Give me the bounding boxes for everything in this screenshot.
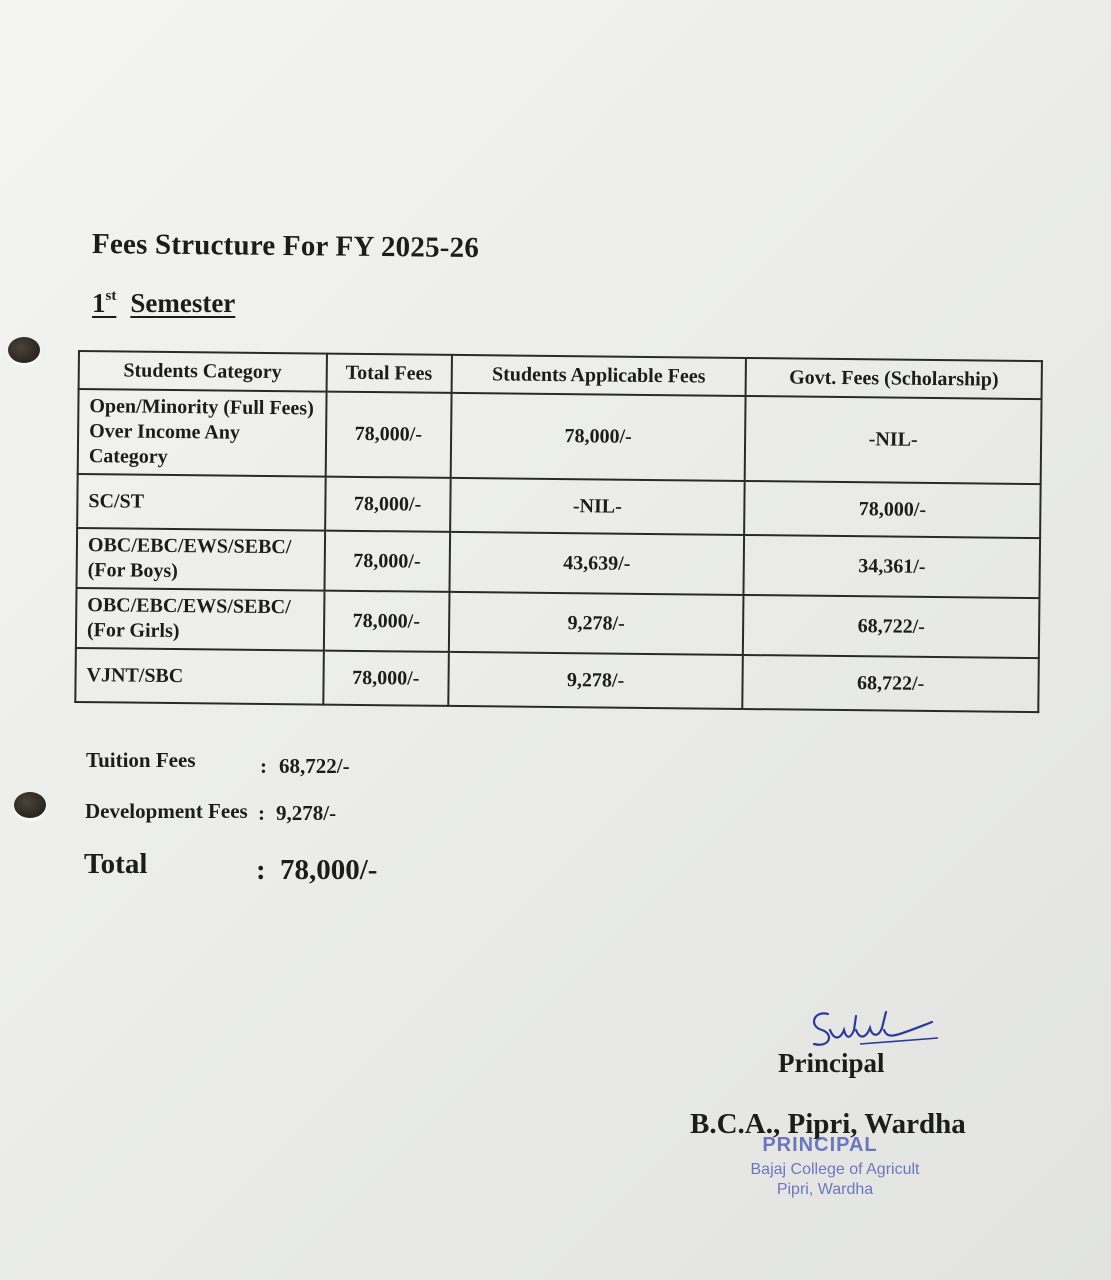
row-applicable-fees: -NIL- bbox=[450, 478, 745, 535]
tuition-fees-colon: : bbox=[260, 754, 267, 778]
row-category: OBC/EBC/EWS/SEBC/ (For Boys) bbox=[77, 528, 325, 591]
row-total-fees: 78,000/- bbox=[324, 531, 450, 592]
development-fees-value: 9,278/- bbox=[276, 801, 337, 825]
row-total-fees: 78,000/- bbox=[323, 651, 449, 706]
row-category: OBC/EBC/EWS/SEBC/ (For Girls) bbox=[76, 588, 324, 651]
row-applicable-fees: 9,278/- bbox=[448, 652, 743, 709]
table-row bbox=[78, 389, 1042, 484]
header-total-fees: Total Fees bbox=[326, 354, 452, 393]
total-value: 78,000/- bbox=[280, 854, 378, 886]
stamp-line-principal: PRINCIPAL bbox=[762, 1134, 878, 1156]
row-category: VJNT/SBC bbox=[75, 648, 323, 705]
table-row bbox=[77, 528, 1041, 598]
punch-hole-bottom bbox=[14, 792, 46, 818]
row-govt-fees: 34,361/- bbox=[744, 535, 1040, 598]
college-name: B.C.A., Pipri, Wardha bbox=[690, 1108, 966, 1140]
header-govt-fees: Govt. Fees (Scholarship) bbox=[746, 358, 1042, 399]
stamp-line-place: Pipri, Wardha bbox=[776, 1181, 874, 1198]
table-row bbox=[76, 588, 1040, 658]
row-govt-fees: -NIL- bbox=[745, 396, 1042, 484]
semester-heading bbox=[92, 288, 235, 319]
row-category: SC/ST bbox=[77, 474, 325, 531]
principal-title: Principal bbox=[778, 1048, 885, 1078]
tuition-fees-value: 68,722/- bbox=[279, 754, 350, 778]
row-total-fees: 78,000/- bbox=[323, 591, 449, 652]
development-fees-label: Development Fees bbox=[85, 799, 248, 823]
document-title: Fees Structure For FY 2025-26 bbox=[91, 228, 480, 265]
row-applicable-fees: 78,000/- bbox=[450, 393, 745, 481]
row-govt-fees: 78,000/- bbox=[744, 481, 1040, 538]
row-applicable-fees: 9,278/- bbox=[449, 592, 744, 655]
row-total-fees: 78,000/- bbox=[325, 392, 451, 478]
row-total-fees: 78,000/- bbox=[325, 477, 451, 532]
development-fees-colon: : bbox=[258, 801, 265, 825]
principal-stamp bbox=[720, 1134, 950, 1199]
header-students-category: Students Category bbox=[79, 351, 327, 392]
row-govt-fees: 68,722/- bbox=[743, 595, 1039, 658]
table-row bbox=[75, 648, 1039, 712]
punch-hole-top bbox=[8, 337, 40, 363]
row-category: Open/Minority (Full Fees) Over Income Any Category bbox=[78, 389, 326, 477]
semester-number: 1 bbox=[92, 288, 106, 318]
total-colon: : bbox=[256, 854, 266, 886]
row-applicable-fees: 43,639/- bbox=[449, 532, 744, 595]
row-govt-fees: 68,722/- bbox=[742, 655, 1038, 712]
header-applicable-fees: Students Applicable Fees bbox=[451, 355, 746, 396]
semester-label: Semester bbox=[130, 288, 236, 318]
tuition-fees-label: Tuition Fees bbox=[86, 748, 196, 772]
fees-table bbox=[74, 350, 1043, 713]
semester-suffix: st bbox=[105, 288, 117, 304]
total-label: Total bbox=[84, 848, 148, 880]
table-row bbox=[77, 474, 1041, 538]
stamp-line-college: Bajaj College of Agricult bbox=[750, 1161, 920, 1178]
